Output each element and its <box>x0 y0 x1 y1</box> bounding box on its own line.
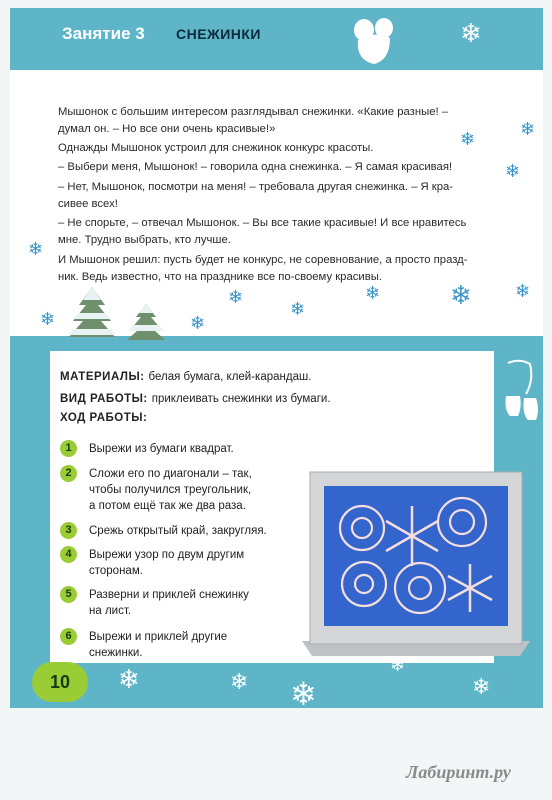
story-line: ник. Ведь известно, что на празднике все по-своему красивы. <box>58 271 382 283</box>
step-text: Разверни и приклей снежинку <box>89 589 249 601</box>
step-text: на лист. <box>89 605 132 617</box>
work-type-label: ВИД РАБОТЫ: <box>60 393 148 405</box>
step-number: 3 <box>60 522 77 539</box>
story-line: Мышонок с большим интересом разглядывал снежинки. «Какие разные! – <box>58 106 449 118</box>
snowflake-icon: ❄ <box>40 309 56 329</box>
snowflake-icon: ❄ <box>290 676 317 708</box>
snowflake-icon: ❄ <box>290 299 306 319</box>
story-line: И Мышонок решил: пусть будет не конкурс, не соревнование, а просто празд- <box>58 254 468 266</box>
step-number: 2 <box>60 465 77 482</box>
snowflake-icon: ❄ <box>515 281 531 301</box>
book-page <box>10 8 543 708</box>
step-text: сторонам. <box>89 565 143 577</box>
snowflake-icon: ❄ <box>190 313 206 333</box>
story-line: думал он. – Но все они очень красивые!» <box>58 123 276 135</box>
snowflake-icon: ❄ <box>505 161 521 181</box>
step-text: Вырежи и приклей другие <box>89 631 228 643</box>
story-line: Однажды Мышонок устроил для снежинок конкурс красоты. <box>58 142 374 154</box>
snowflake-icon: ❄ <box>365 283 381 303</box>
step-number: 4 <box>60 546 77 563</box>
story-line: – Нет, Мышонок, посмотри на меня! – требовала другая снежинка. – Я кра- <box>58 181 454 193</box>
step-text: снежинки. <box>89 647 143 659</box>
materials-line <box>60 371 311 383</box>
step-number: 6 <box>60 628 77 645</box>
snowflake-icon: ❄ <box>28 239 44 259</box>
story-line: сивее всех! <box>58 198 118 210</box>
snowy-tree-icon <box>65 285 120 340</box>
materials-text: белая бумага, клей-карандаш. <box>148 371 312 383</box>
step-number: 5 <box>60 586 77 603</box>
step-number: 1 <box>60 440 77 457</box>
snowflake-icon: ❄ <box>460 129 476 149</box>
page-number: 10 <box>32 662 88 702</box>
snowflake-icon: ❄ <box>472 674 491 699</box>
story-line: – Не спорьте, – отвечал Мышонок. – Вы все такие красивые! И все нравитесь <box>58 217 467 229</box>
lesson-title: СНЕЖИНКИ <box>176 26 261 42</box>
snowflake-icon: ❄ <box>228 287 244 307</box>
step-text: а потом ещё так же два раза. <box>89 500 246 512</box>
materials-label: МАТЕРИАЛЫ: <box>60 371 145 383</box>
mouse-icon <box>350 16 398 66</box>
craft-picture <box>302 466 530 656</box>
story-line: мне. Трудно выбрать, кто лучше. <box>58 234 231 246</box>
step-text: Вырежи из бумаги квадрат. <box>89 443 234 455</box>
step-text: Вырежи узор по двум другим <box>89 549 245 561</box>
snowflake-icon: ❄ <box>450 280 472 310</box>
snowflake-icon: ❄ <box>118 664 140 694</box>
step-text: чтобы получился треугольник, <box>89 484 252 496</box>
work-type-line <box>60 393 331 405</box>
snowflake-icon: ❄ <box>520 119 536 139</box>
snowflake-icon: ❄ <box>230 669 249 694</box>
story-line: – Выбери меня, Мышонок! – говорила одна снежинка. – Я самая красивая! <box>58 161 453 173</box>
step-text: Срежь открытый край, закругляя. <box>89 525 267 537</box>
step-text: Сложи его по диагонали – так, <box>89 468 252 480</box>
story-block <box>10 70 543 336</box>
snowflake-icon: ❄ <box>390 655 406 675</box>
mittens-icon <box>500 358 540 428</box>
procedure-label: ХОД РАБОТЫ: <box>60 412 148 424</box>
snowy-tree-icon <box>125 302 167 342</box>
watermark: Лабиринт.ру <box>406 762 511 782</box>
procedure-line <box>60 412 151 424</box>
work-type-text: приклеивать снежинки из бумаги. <box>151 393 331 405</box>
lesson-number: Занятие 3 <box>62 24 145 43</box>
snowflake-icon: ❄ <box>460 18 482 48</box>
page-header <box>10 8 543 70</box>
